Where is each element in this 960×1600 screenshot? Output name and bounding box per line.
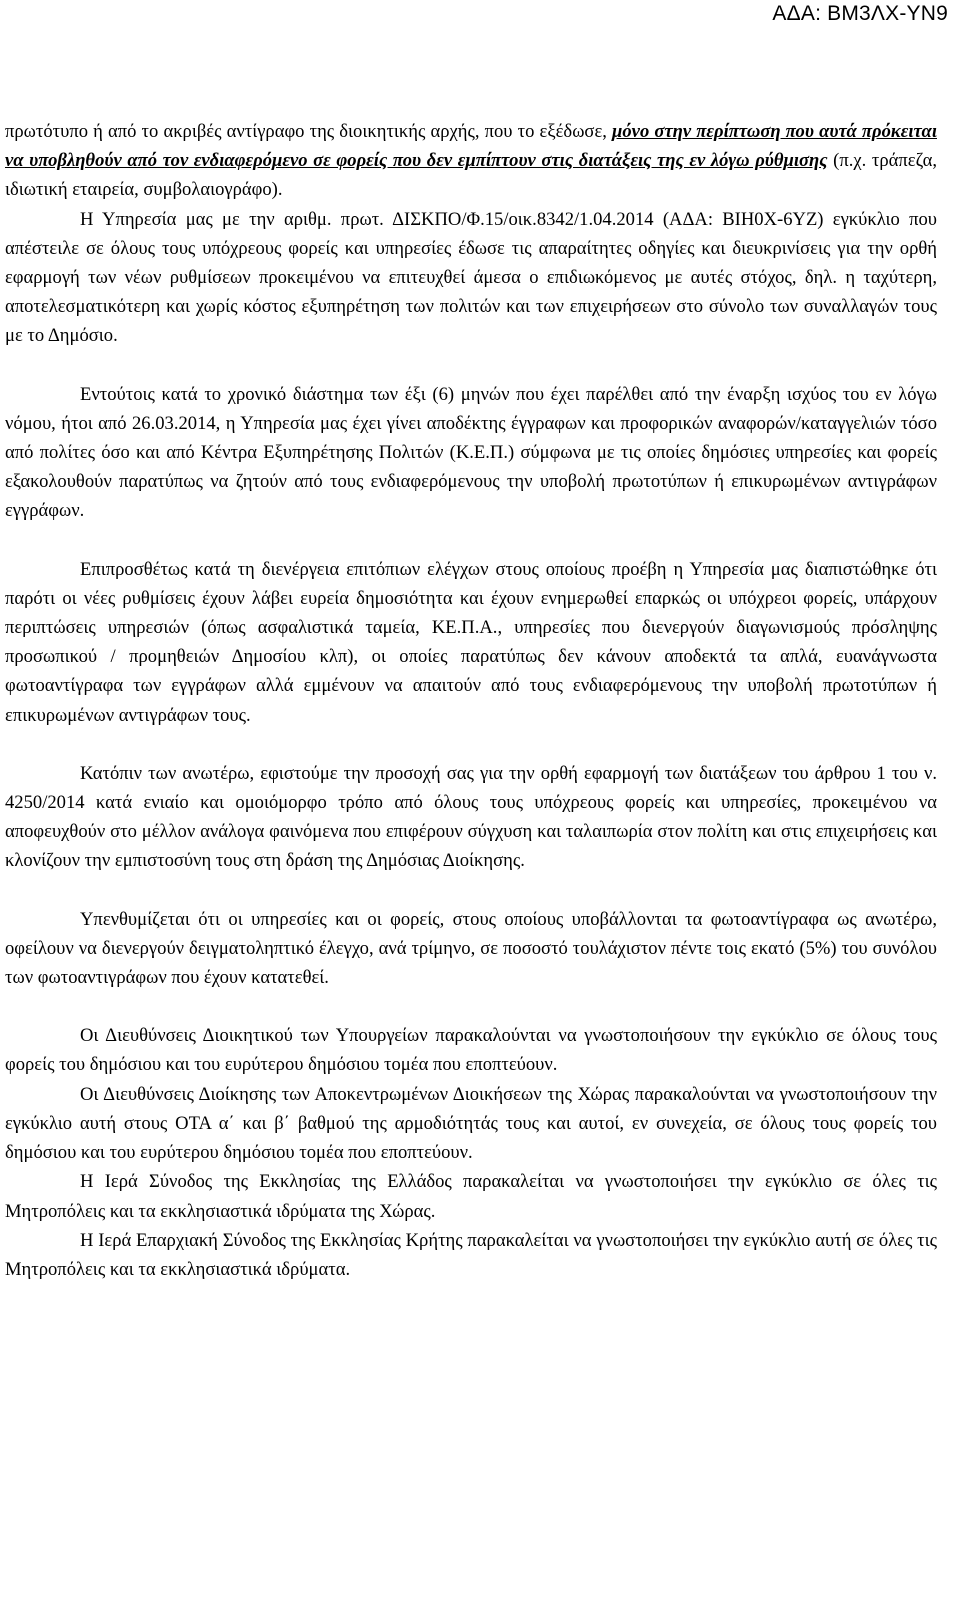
paragraph-ministries: Οι Διευθύνσεις Διοικητικού των Υπουργείων παρακαλούνται να γνωστοποιήσουν την εγκύκλιο σε όλους τους φορείς του δημόσιου και του ευρύτερου δημόσιου τομέα που εποπτεύουν.: [5, 1025, 937, 1076]
paragraph-original-copy: [5, 117, 937, 205]
paragraph-holy-synod-greece: Η Ιερά Σύνοδος της Εκκλησίας της Ελλάδος παρακαλείται να γνωστοποιήσει την εγκύκλιο σε όλες τις Μητροπόλεις και τα εκκλησιαστικά ιδρύματα της Χώρας.: [5, 1171, 937, 1222]
paragraph-sample-check: Υπενθυμίζεται ότι οι υπηρεσίες και οι φορείς, στους οποίους υποβάλλονται τα φωτοαντίγραφα ως ανωτέρω, οφείλουν να διενεργούν δειγματοληπτικό έλεγχο, ανά τρίμηνο, σε ποσοστό τουλάχιστον πέντε τοις εκατό (5%) του συνόλου των φωτοαντιγράφων που έχουν κατατεθεί.: [5, 908, 937, 989]
document-body: [5, 117, 937, 1284]
paragraph-complaints: Εντούτοις κατά το χρονικό διάστημα των έξι (6) μηνών που έχει παρέλθει από την έναρξη ισχύος του εν λόγω νόμου, ήτοι από 26.03.2014, η Υπηρεσία μας έχει γίνει αποδέκτης έγγραφων και προφορικών αναφορών/καταγγελιών τόσο από πολίτες όσο και από Κέντρα Εξυπηρέτησης Πολιτών (Κ.Ε.Π.) σύμφωνα με τις οποίες δημόσιες υπηρεσίες και φορείς εξακολουθούν παρατύπως να ζητούν από τους ενδιαφερόμενους την υποβολή πρωτοτύπων ή επικυρωμένων αντιγράφων εγγράφων.: [5, 383, 937, 522]
paragraph-holy-synod-crete: Η Ιερά Επαρχιακή Σύνοδος της Εκκλησίας Κρήτης παρακαλείται να γνωστοποιήσει την εγκύκλιο αυτή σε όλες τις Μητροπόλεις και τα εκκλησιαστικά ιδρύματα.: [5, 1229, 937, 1280]
paragraph-text: (π.χ. τράπεζα, ιδιωτική εταιρεία, συμβολαιογράφο).: [5, 150, 937, 201]
paragraph-text: πρωτότυπο ή από το ακριβές αντίγραφο της διοικητικής αρχής, που το εξέδωσε,: [5, 121, 613, 142]
paragraph-circular-reference: Η Υπηρεσία μας με την αριθμ. πρωτ. ΔΙΣΚΠΟ/Φ.15/οικ.8342/1.04.2014 (ΑΔΑ: ΒΙΗ0Χ-6ΥΖ) εγκύκλιο που απέστειλε σε όλους τους υπόχρεους φορείς και υπηρεσίες έδωσε τις απαραίτητες οδηγίες και διευκρινίσεις για την ορθή εφαρμογή των νέων ρυθμίσεων προκειμένου να επιτευχθεί άμεσα ο επιδιωκόμενος με αυτές στόχος, δηλ. η ταχύτερη, αποτελεσματικότερη και χωρίς κόστος εξυπηρέτηση των πολιτών και των επιχειρήσεων στο σύνολο των συναλλαγών τους με το Δημόσιο.: [5, 208, 937, 347]
paragraph-inspections: Επιπροσθέτως κατά τη διενέργεια επιτόπιων ελέγχων στους οποίους προέβη η Υπηρεσία μας διαπιστώθηκε ότι παρότι οι νέες ρυθμίσεις έχουν λάβει ευρεία δημοσιότητα και έχουν ενημερωθεί επαρκώς οι υπόχρεοι φορείς, υπάρχουν περιπτώσεις υπηρεσιών (όπως ασφαλιστικά ταμεία, ΚΕ.Π.Α., υπηρεσίες που διενεργούν διαγωνισμούς πρόσληψης προσωπικού / προμηθειών Δημοσίου κλπ), οι οποίες παρατύπως δεν κάνουν αποδεκτά τα απλά, ευανάγνωστα φωτοαντίγραφα των εγγράφων αλλά εμμένουν να απαιτούν από τους ενδιαφερόμενους την υποβολή πρωτοτύπων ή επικυρωμένων αντιγράφων τους.: [5, 558, 937, 726]
emphasized-text: μόνο στην περίπτωση που αυτά πρόκειται να υποβληθούν από τον ενδιαφερόμενο σε φορείς που δεν εμπίπτουν στις διατάξεις της εν λόγω ρύθμισης: [5, 121, 937, 172]
paragraph-decentralized-admin: Οι Διευθύνσεις Διοίκησης των Αποκεντρωμένων Διοικήσεων της Χώρας παρακαλούνται να γνωστοποιήσουν την εγκύκλιο αυτή στους ΟΤΑ α΄ και β΄ βαθμού της αρμοδιότητάς τους και αυτοί, εν συνεχεία, σε όλους τους φορείς του δημόσιου και του ευρύτερου δημόσιου τομέα που εποπτεύουν.: [5, 1083, 937, 1164]
ada-identifier: ΑΔΑ: ΒΜ3ΛΧ-ΥΝ9: [772, 2, 948, 25]
paragraph-call-to-attention: Κατόπιν των ανωτέρω, εφιστούμε την προσοχή σας για την ορθή εφαρμογή των διατάξεων του άρθρου 1 του ν. 4250/2014 κατά ενιαίο και ομοιόμορφο τρόπο από όλους τους υπόχρεους φορείς και υπηρεσίες, προκειμένου να αποφευχθούν στο μέλλον ανάλογα φαινόμενα που επιφέρουν σύγχυση και ταλαιπωρία στον πολίτη και στις επιχειρήσεις και κλονίζουν την εμπιστοσύνη τους στη δράση της Δημόσιας Διοίκησης.: [5, 762, 937, 872]
